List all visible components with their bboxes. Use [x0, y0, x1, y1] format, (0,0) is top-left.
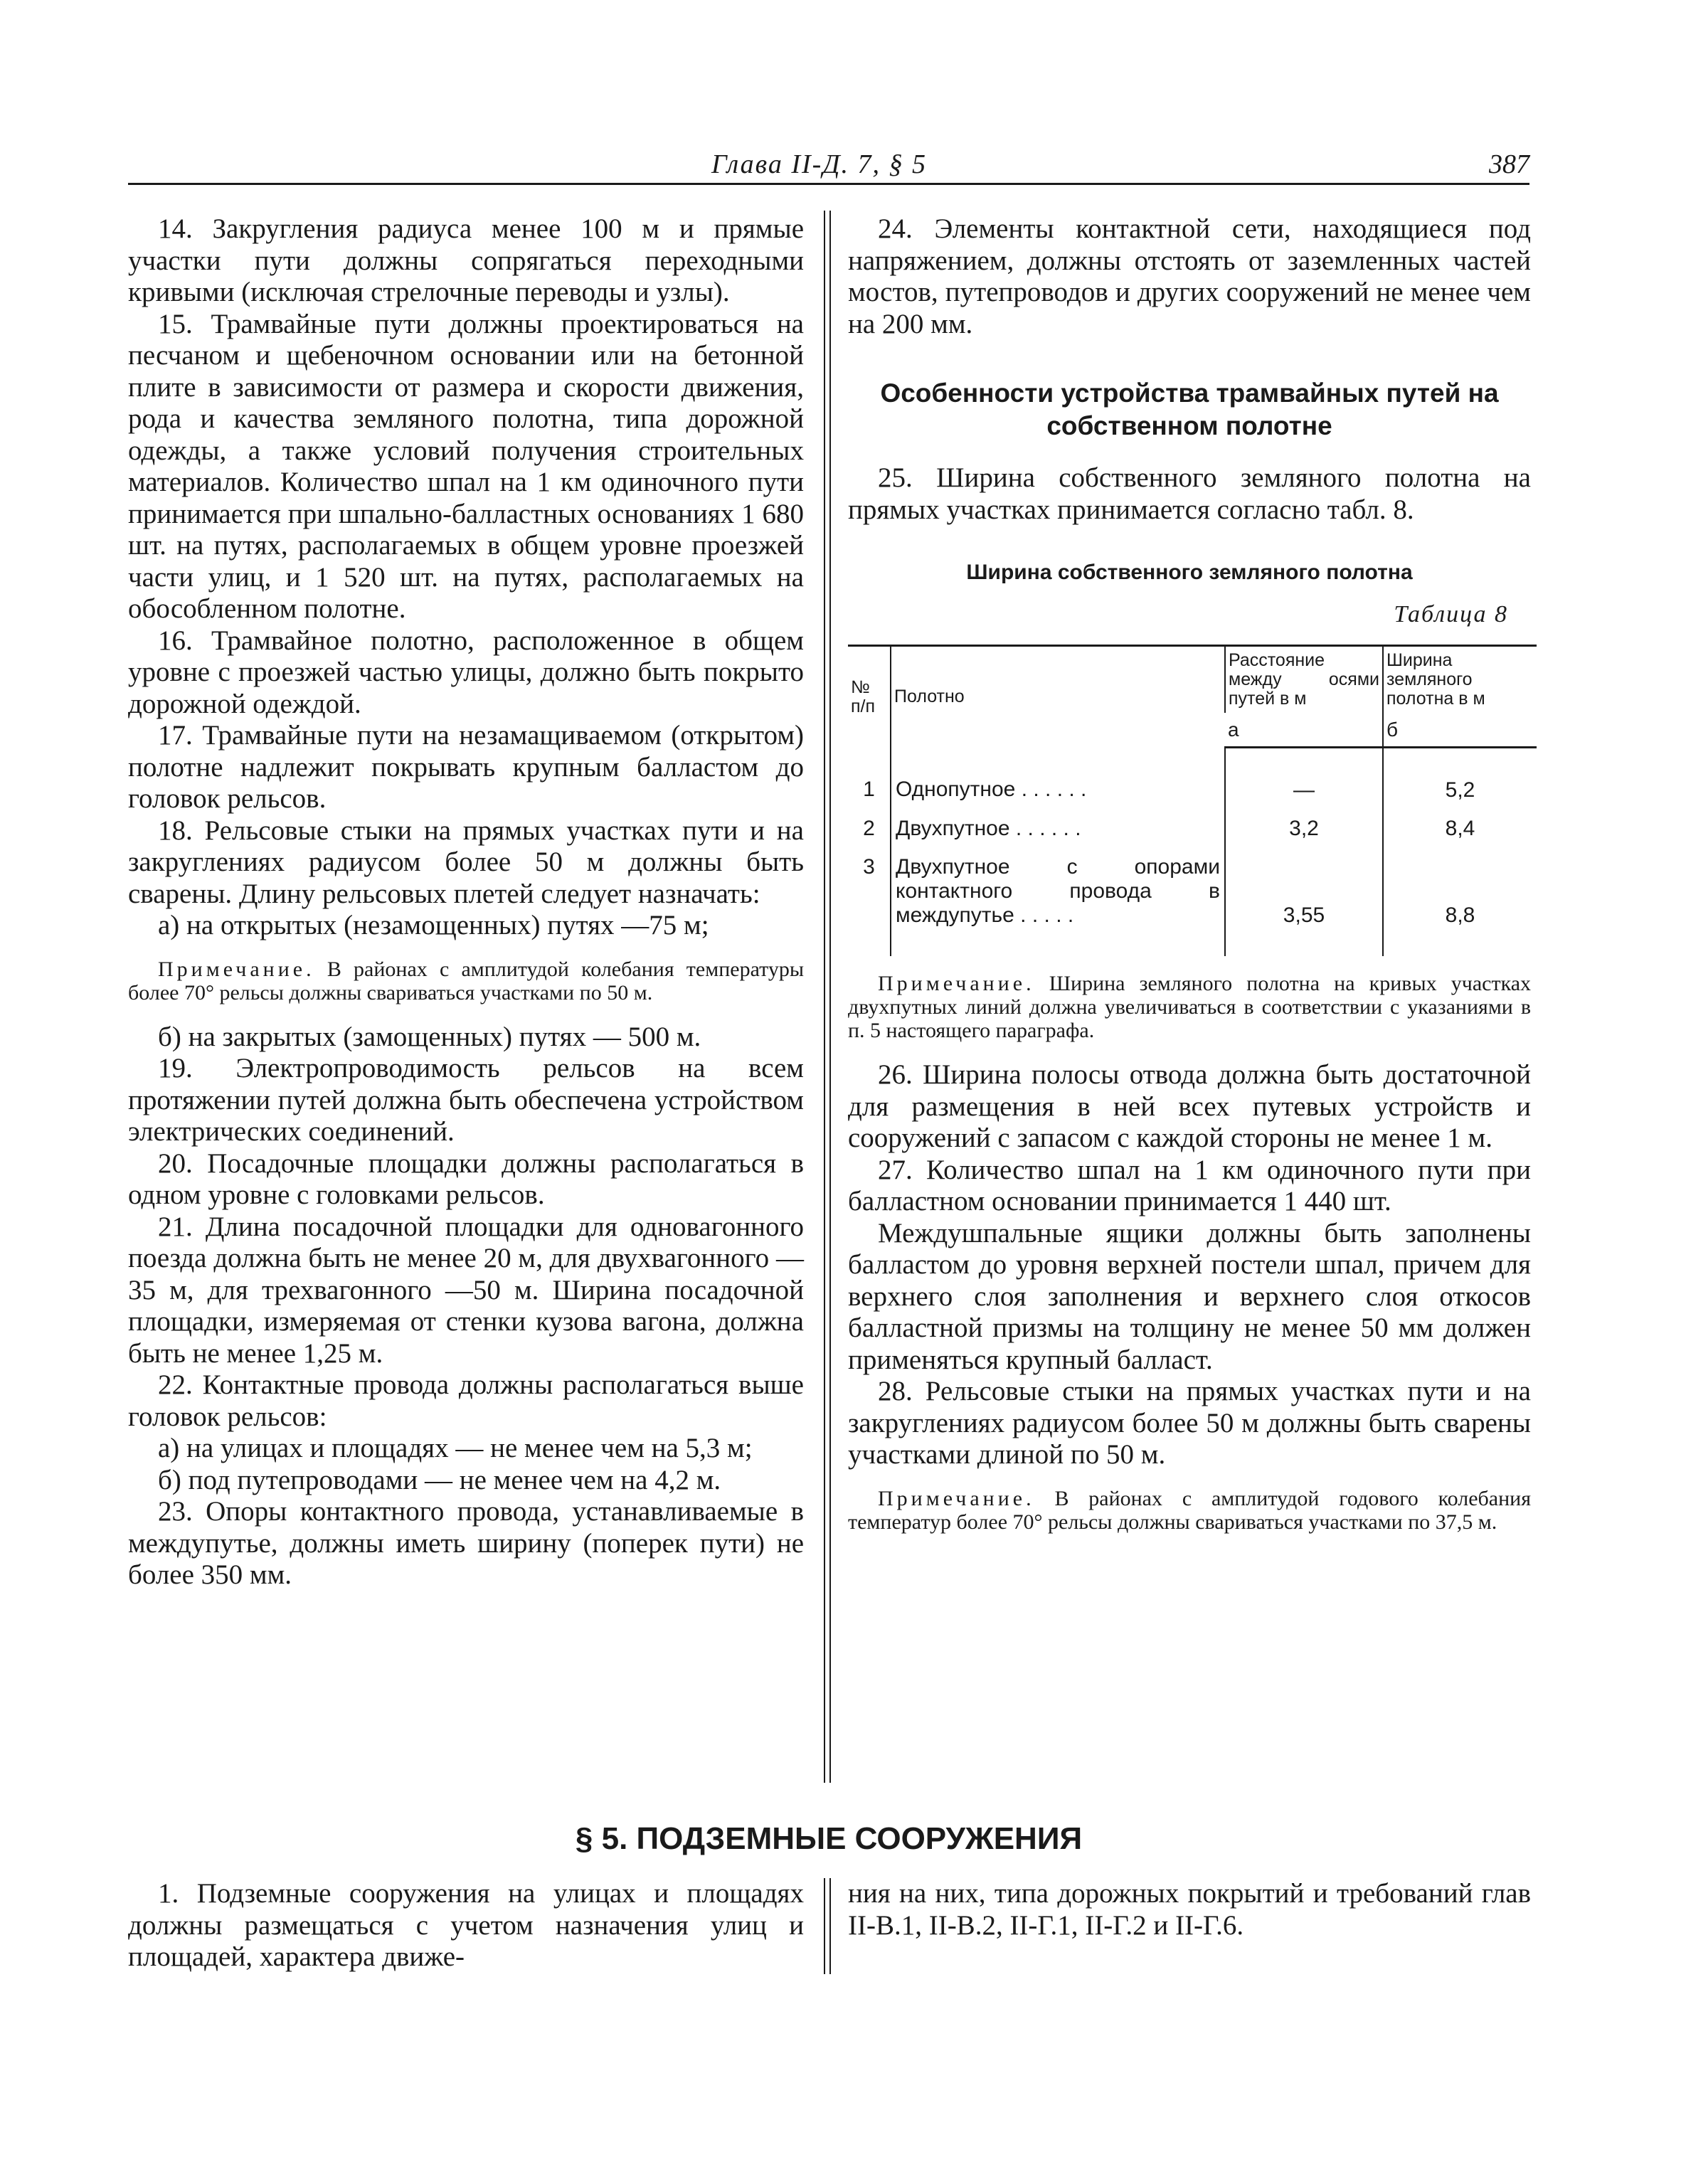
row-distance: 3,2 [1225, 807, 1383, 845]
th-num: № п/п [848, 646, 891, 748]
th-width: Ширина земляного полотна в м [1383, 646, 1537, 714]
row-distance: 3,55 [1225, 845, 1383, 956]
note-2 [848, 972, 1531, 1042]
th-distance: Расстояние между осями путей в м [1225, 646, 1383, 714]
section-5-paragraph-1: 1. Подземные сооружения на улицах и площадях должны размещаться с учетом назначения улиц и площадей, характера движе- [128, 1878, 804, 1972]
table-8 [848, 645, 1537, 956]
row-width: 8,8 [1383, 845, 1537, 956]
paragraph-21: 21. Длина посадочной площадки для одновагонного поезда должна быть не менее 20 м, для двухвагонного —35 м, для трехвагонного —50 м. Ширина посадочной площадки, измеряемая от стенки кузова вагона, должна быть не менее 1,25 м. [128, 1211, 804, 1369]
paragraph-28: 28. Рельсовые стыки на прямых участках пути и на закруглениях радиусом более 50 м должны быть сварены участками длиной по 50 м. [848, 1376, 1531, 1470]
paragraph-15: 15. Трамвайные пути должны проектироваться на песчаном и щебеночном основании или на бетонной плите в зависимости от размера и скорости движения, рода и качества земляного полотна, типа дорожной одежды, а также условий получения строительных материалов. Количество шпал на 1 км одиночного пути принимается при шпально-балластных основаниях 1 680 шт. на путях, располагаемых в общем уровне проезжей части улиц, и 1 520 шт. на путях, располагаемых на обособленном полотне. [128, 308, 804, 624]
row-name: Двухпутное с опорами контактного провода в междупутье . . . . . [891, 845, 1225, 956]
paragraph-18b: б) на закрытых (замощенных) путях — 500 м. [158, 1021, 701, 1052]
page-header [128, 146, 1529, 185]
section-5-paragraph-1-continued: ния на них, типа дорожных покрытий и требований глав II-В.1, II-В.2, II-Г.1, II-Г.2 и II-Г.6. [848, 1878, 1531, 1941]
note-3-text: В районах с амплитудой годового колебания температур более 70° рельсы должны свариваться участками по 37,5 м. [848, 1486, 1532, 1534]
th-sub-a: а [1225, 713, 1383, 748]
row-name: Двухпутное . . . . . . [891, 807, 1225, 845]
note-3 [848, 1487, 1531, 1534]
table-title: Ширина собственного земляного полотна [966, 561, 1413, 584]
table-row [848, 807, 1537, 845]
paragraph-22: 22. Контактные провода должны располагаться выше головок рельсов: [128, 1369, 804, 1432]
paragraph-27b: Междушпальные ящики должны быть заполнены балластом до уровня верхней постели шпал, причем для верхнего слоя заполнения и верхнего слоя откосов балластной призмы на толщину не менее 50 мм должен применяться крупный балласт. [848, 1217, 1531, 1375]
row-width: 5,2 [1383, 748, 1537, 807]
paragraph-17: 17. Трамвайные пути на незамащиваемом (открытом) полотне надлежит покрывать крупным балластом до головок рельсов. [128, 720, 804, 814]
note-2-label: Примечание. [878, 972, 1035, 995]
table-row [848, 748, 1537, 807]
row-number: 3 [863, 855, 875, 879]
row-width: 8,4 [1383, 807, 1537, 845]
column-divider [824, 1878, 831, 1974]
paragraph-19: 19. Электропроводимость рельсов на всем протяжении путей должна быть обеспечена устройством электрических соединений. [128, 1053, 804, 1147]
table-row [848, 845, 1537, 956]
row-name: Однопутное . . . . . . [891, 748, 1225, 807]
left-column [128, 213, 804, 1591]
row-distance: — [1225, 748, 1383, 807]
paragraph-14: 14. Закругления радиуса менее 100 м и прямые участки пути должны сопрягаться переходными кривыми (исключая стрелочные переводы и узлы). [128, 213, 804, 307]
th-polotno: Полотно [891, 646, 1225, 748]
table-number: Таблица 8 [1394, 600, 1508, 627]
note-1 [128, 958, 804, 1004]
row-number: 2 [863, 817, 875, 840]
paragraph-25: 25. Ширина собственного земляного полотна на прямых участках принимается согласно табл. 8. [848, 462, 1531, 525]
right-column [848, 213, 1531, 1551]
chapter-title: Глава II-Д. 7, § 5 [711, 149, 928, 179]
paragraph-22a: а) на улицах и площадях — не менее чем на 5,3 м; [158, 1433, 753, 1463]
section-5-left [128, 1878, 804, 1973]
paragraph-18a: а) на открытых (незамощенных) путях —75 м; [158, 910, 709, 940]
row-number: 1 [863, 777, 875, 801]
paragraph-24: 24. Элементы контактной сети, находящиеся под напряжением, должны отстоять от заземленных частей мостов, путепроводов и других сооружений не менее чем на 200 мм. [848, 213, 1531, 339]
column-divider [824, 211, 831, 1783]
paragraph-23: 23. Опоры контактного провода, устанавливаемые в междупутье, должны иметь ширину (поперек пути) не более 350 мм. [128, 1496, 804, 1590]
paragraph-16: 16. Трамвайное полотно, расположенное в общем уровне с проезжей частью улицы, должно быть покрыто дорожной одеждой. [128, 625, 804, 719]
section-heading: Особенности устройства трамвайных путей на собственном полотне [880, 378, 1499, 440]
section-5-heading: § 5. ПОДЗЕМНЫЕ СООРУЖЕНИЯ [575, 1821, 1083, 1856]
note-3-label: Примечание. [878, 1486, 1035, 1510]
section-5-right [848, 1878, 1531, 1941]
paragraph-27: 27. Количество шпал на 1 км одиночного пути при балластном основании принимается 1 440 шт. [848, 1154, 1531, 1216]
paragraph-26: 26. Ширина полосы отвода должна быть достаточной для размещения в ней всех путевых устройств и сооружений с запасом с каждой стороны не менее 1 м. [848, 1059, 1531, 1153]
page-number: 387 [1489, 149, 1529, 179]
th-sub-b: б [1383, 713, 1537, 748]
paragraph-18: 18. Рельсовые стыки на прямых участках пути и на закруглениях радиусом более 50 м должны быть сварены. Длину рельсовых плетей следует назначать: [128, 815, 804, 909]
note-1-label: Примечание. [158, 957, 315, 981]
paragraph-22b: б) под путепроводами — не менее чем на 4,2 м. [158, 1464, 721, 1495]
note-1-text: В районах с амплитудой колебания температуры более 70° рельсы должны свариваться участками по 50 м. [128, 957, 804, 1004]
paragraph-20: 20. Посадочные площадки должны располагаться в одном уровне с головками рельсов. [128, 1147, 804, 1210]
note-2-text: Ширина земляного полотна на кривых участках двухпутных линий должна увеличиваться в соответствии с указаниями в п. 5 настоящего параграфа. [848, 972, 1532, 1042]
